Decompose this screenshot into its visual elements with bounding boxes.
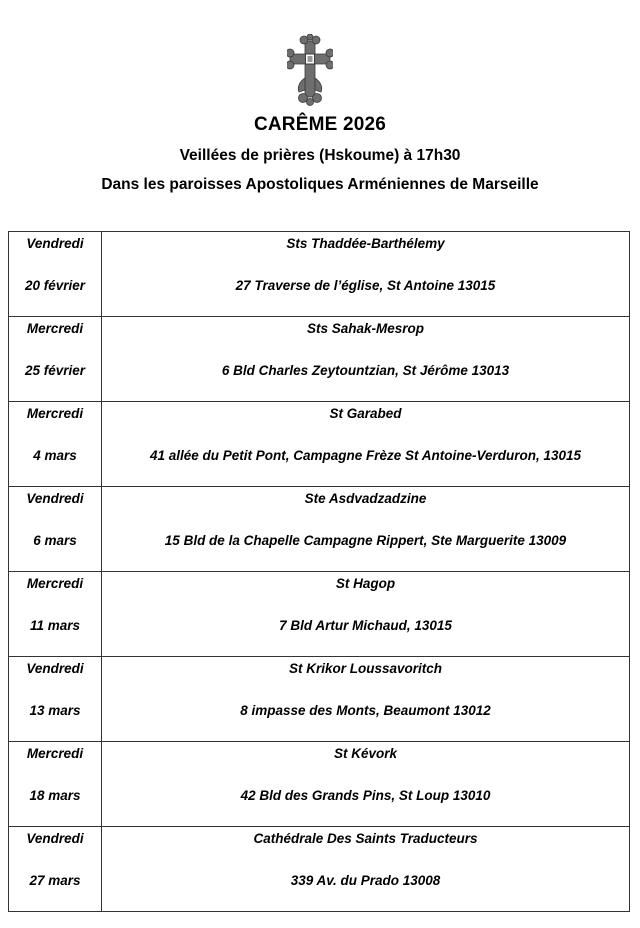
table-row <box>9 657 630 742</box>
date-cell <box>9 742 102 827</box>
parish-cell <box>102 827 630 912</box>
weekday: Mercredi <box>26 746 84 761</box>
date: 6 mars <box>33 533 77 548</box>
subtitle-time: Veillées de prières (Hskoume) à 17h30 <box>179 147 461 164</box>
parish-cell <box>102 572 630 657</box>
church-name: Sts Thaddée-Barthélemy <box>286 236 445 251</box>
church-address: 7 Bld Artur Michaud, 13015 <box>279 618 452 633</box>
weekday: Mercredi <box>26 321 84 336</box>
church-address: 339 Av. du Prado 13008 <box>290 873 441 888</box>
church-address: 8 impasse des Monts, Beaumont 13012 <box>240 703 491 718</box>
armenian-cross-icon <box>287 34 333 106</box>
weekday: Vendredi <box>26 831 84 846</box>
weekday: Vendredi <box>26 661 84 676</box>
church-name: St Hagop <box>335 576 396 591</box>
schedule-table <box>8 231 630 912</box>
church-name: Ste Asdvadzadzine <box>304 491 427 506</box>
parish-cell <box>102 232 630 317</box>
parish-cell <box>102 402 630 487</box>
parish-cell <box>102 487 630 572</box>
date: 25 février <box>24 363 86 378</box>
church-address: 41 allée du Petit Pont, Campagne Frèze St Antoine-Verduron, 13015 <box>149 448 582 463</box>
table-row <box>9 827 630 912</box>
date-cell <box>9 827 102 912</box>
church-name: St Krikor Loussavoritch <box>288 661 443 676</box>
page-title: CARÊME 2026 <box>253 114 387 135</box>
date-cell <box>9 572 102 657</box>
church-address: 27 Traverse de l’église, St Antoine 13015 <box>235 278 496 293</box>
table-row <box>9 572 630 657</box>
date-cell <box>9 317 102 402</box>
subtitle-location: Dans les paroisses Apostoliques Arméniennes de Marseille <box>101 176 539 193</box>
date: 11 mars <box>29 618 81 633</box>
church-name: Cathédrale Des Saints Traducteurs <box>253 831 478 846</box>
weekday: Mercredi <box>26 406 84 421</box>
church-name: St Kévork <box>333 746 398 761</box>
date-cell <box>9 232 102 317</box>
church-name: St Garabed <box>329 406 402 421</box>
weekday: Vendredi <box>26 236 84 251</box>
table-row <box>9 487 630 572</box>
date: 13 mars <box>29 703 81 718</box>
date: 4 mars <box>33 448 77 463</box>
weekday: Vendredi <box>26 491 84 506</box>
date-cell <box>9 487 102 572</box>
table-row <box>9 317 630 402</box>
table-row <box>9 232 630 317</box>
date-cell <box>9 402 102 487</box>
parish-cell <box>102 657 630 742</box>
date: 20 février <box>24 278 86 293</box>
table-row <box>9 402 630 487</box>
date: 18 mars <box>29 788 81 803</box>
parish-cell <box>102 317 630 402</box>
parish-cell <box>102 742 630 827</box>
church-address: 15 Bld de la Chapelle Campagne Rippert, Ste Marguerite 13009 <box>164 533 567 548</box>
church-address: 6 Bld Charles Zeytountzian, St Jérôme 13013 <box>221 363 510 378</box>
church-address: 42 Bld des Grands Pins, St Loup 13010 <box>240 788 491 803</box>
church-name: Sts Sahak-Mesrop <box>306 321 425 336</box>
date-cell <box>9 657 102 742</box>
table-row <box>9 742 630 827</box>
date: 27 mars <box>29 873 81 888</box>
weekday: Mercredi <box>26 576 84 591</box>
